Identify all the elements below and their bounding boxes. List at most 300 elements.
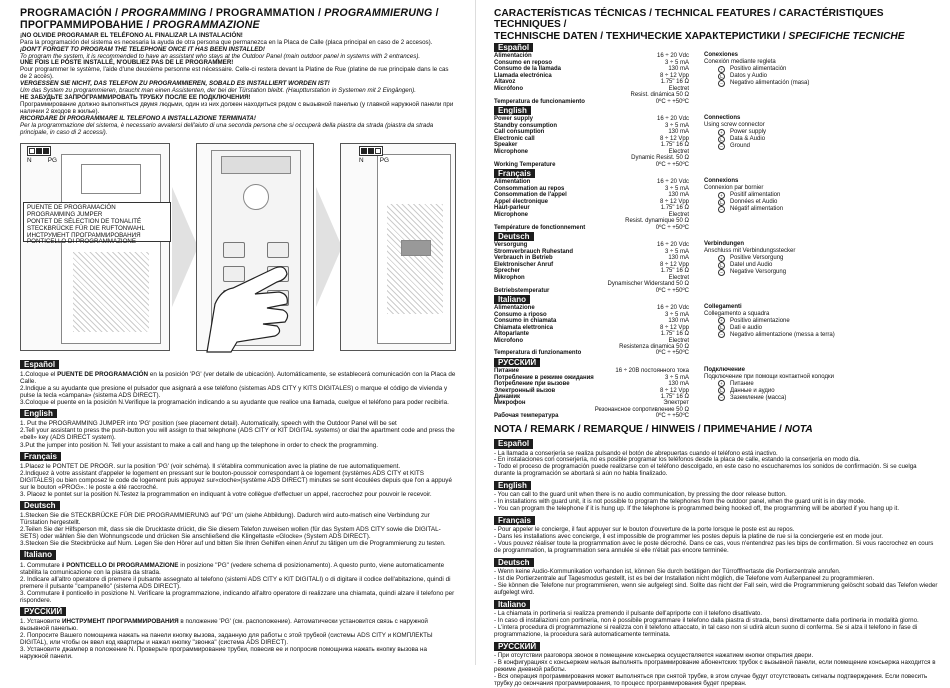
note-list	[494, 527, 938, 555]
language-tag: English	[494, 481, 531, 490]
connection-label: Negativo alimentación (masa)	[730, 79, 810, 86]
steps-list	[20, 512, 456, 547]
spec-label: Микрофон	[494, 400, 526, 407]
spec-label: Chiamata elettronica	[494, 324, 554, 331]
language-tag: English	[494, 106, 531, 115]
spec-value: 0ºC ÷ +50ºC	[655, 287, 689, 294]
spec-value: 16 ÷ 20 Vdc	[657, 53, 689, 60]
step-text: 2. Indicare all'altro operatore di premere il pulsante assegnato al telefono (sistemi ADS CITY e KIT DIGITALI) o di digitare il codice dell'abitazione, quindi di premere il pulsante "campanello" (sistema ADS DIRECT).	[20, 575, 451, 590]
step-text: 2.Indiquez à votre assistant d'appeler le logement en pressant sur le bouton-poussoir correspondant à ce logement (systèmes ADS CITY et KITS DIGITALES) ou bien composez le code de logement puis appuyez sur«cloche»(système ADS DIRECT) minutes se sont écoulées depuis que l'on a appuyé sur le bouton «PROG».: le poste a été raccroché.	[20, 469, 452, 491]
spec-label: Versorgung	[494, 242, 528, 249]
spec-value: 16 ÷ 20В постоянного тока	[615, 368, 689, 375]
note-item: - Pour appeler le concierge, il faut appuyer sur le bouton d'ouverture de la porte lorsque le poste est au repos.	[494, 526, 795, 534]
step-text: 1. Установите	[20, 618, 62, 626]
connection-label: Ground	[730, 142, 751, 149]
tech-block	[494, 232, 938, 294]
figure-telephone-open	[20, 143, 170, 351]
step-text: 3. Установите джампер в положение N. Проверьте программирование трубки, повесив ее и попросив помощника нажать кнопку вызова на наружной панели.	[20, 646, 428, 661]
spec-row	[494, 413, 689, 419]
step-text: 1. Put the PROGRAMMING JUMPER into 'PG' position (see placement detail). Automatically, speech with the Outdoor Panel will be set	[20, 420, 397, 428]
steps-list	[20, 420, 456, 448]
connection-row	[718, 136, 934, 143]
connections	[704, 304, 934, 338]
figure-telephone-closed	[340, 143, 456, 351]
spec-row	[494, 288, 689, 294]
terminal-icon: –	[718, 394, 725, 401]
step-text: 1. Commutare il	[20, 561, 67, 569]
intro-paragraph: Программирование должно выполняться двумя людьми, один из них должен находиться рядом с вызывной панелью (у главной наружной панели при наличии 2 входов в жилье).	[20, 101, 454, 116]
step-text: 2. Попросите Вашего помощника нажать на панели кнопку вызова, заданную для работы с этой трубкой (системы ADS CITY и КОМПЛЕКТЫ DIGITAL), или чтобы он ввел код квартиры и нажал кнопку "звонка" (система ADS DIRECT).	[20, 632, 433, 647]
spec-label: Alimentazione	[494, 305, 535, 312]
connection-row	[718, 199, 934, 206]
terminal-icon: +	[718, 129, 725, 136]
step-text: 2.Teilen Sie der Hilfsperson mit, dass sie die Drucktaste drückt, die Sie diesem Telefon zuweisen wollen (für das System ADS CITY sowie die DIGITAL-SETS) oder wählen Sie den Wohnungscode und drücken Sie anschließend die Klingeltaste «Glocke» (System ADS DIRECT).	[20, 526, 441, 541]
terminal-icon: L	[718, 73, 725, 80]
connection-row	[718, 66, 934, 73]
intro-paragraph: ¡NO OLVIDE PROGRAMAR EL TELÉFONO AL FINALIZAR LA INSTALACIÓN!	[20, 31, 243, 39]
step-item	[20, 590, 456, 604]
terminal-icon: +	[718, 380, 725, 387]
spec-label: Microphone	[494, 148, 528, 155]
tech-block	[494, 43, 938, 105]
note-item: - In installations with guard unit, it is not possible to program the telephones from the outdoor panel, when the guard unit is in day mode.	[494, 498, 866, 506]
step-text: 1.Coloque el	[20, 370, 58, 378]
spec-label: Потребление в режиме ожидания	[494, 374, 594, 381]
connections-subtitle: Connexion par bornier	[704, 184, 764, 191]
step-item	[20, 562, 456, 576]
spec-table	[494, 368, 689, 420]
spec-label: Динамик	[494, 394, 521, 401]
note-item: - Todo el proceso de programación puede realizarse con el teléfono descolgado, en este caso no escucharemos los sonidos de confirmación. Si se cuelga durante la programación se abortará si aún no habla finalizado.	[494, 463, 917, 478]
intro-paragraph: Para la programación del sistema es necesaria la ayuda de otra persona que permanezca en la Placa de Calle (placa principal en caso de 2 accesos).	[20, 38, 433, 46]
programming-page	[0, 0, 470, 665]
connections-title: Подключение	[704, 366, 745, 373]
installation-figure	[20, 143, 456, 351]
note-item: - Vous pouvez réaliser toute la programmation avec le poste décroché. Dans ce cas, vous n'entendrez pas les bips de confirmation. Si vous raccrochez en cours de programmation, la programmation sera annulée si elle n'était pas encore terminée.	[494, 540, 934, 555]
step-text: 2.Indique a su ayudante que presione el pulsador que asignará a ese teléfono (sistemas ADS CITY y KITS DIGITALES) o marque el código de vivienda y pulse la tecla «campana» (sistema ADS DIRECT).	[20, 385, 448, 400]
spec-value: 8 ÷ 12 Vpp	[660, 261, 689, 268]
tech-block	[494, 106, 938, 168]
step-text: in posizione "PG" (vedere schema di posizionamento). A questo punto, viene automaticamente stabilita la comunicazione con la piastra da strada.	[20, 561, 445, 576]
connection-label: Dati e audio	[730, 324, 763, 331]
spec-row	[494, 350, 689, 356]
step-emphasis: ИНСТРУМЕНТ ПРОГРАММИРОВАНИЯ	[61, 618, 179, 626]
spec-value: 8 ÷ 12 Vpp	[660, 387, 689, 394]
connection-label: Питание	[730, 380, 754, 387]
terminal-icon: L	[718, 324, 725, 331]
figure-outdoor-panel	[196, 143, 314, 351]
connections	[704, 178, 934, 212]
step-emphasis: PONTICELLO DI PROGRAMMAZIONE	[66, 561, 179, 569]
steps-list	[20, 618, 456, 660]
spec-value: Resist. dynamique 50 Ω	[625, 218, 689, 225]
connections-title: Connections	[704, 115, 741, 122]
spec-row	[494, 99, 689, 105]
tech-block	[494, 358, 938, 420]
step-item	[20, 399, 456, 406]
language-tag: РУССКИЙ	[494, 642, 540, 651]
terminal-icon: L	[718, 199, 725, 206]
note-item: - La chiamata in portineria si realizza premendo il pulsante dell'apriporte con il telefono disattivato.	[494, 610, 763, 618]
spec-label: Stromverbrauch Ruhestand	[494, 248, 574, 255]
spec-value: 130 mA	[668, 381, 689, 388]
connection-row	[718, 129, 934, 136]
language-tag: Français	[494, 516, 535, 525]
technical-specs	[494, 43, 938, 420]
connections-subtitle: Anschluss mit Verbindungsstecker	[704, 247, 796, 254]
connection-label: Datel und Audio	[730, 261, 773, 268]
language-tag: Deutsch	[20, 501, 60, 510]
spec-label: Elektronischer Anruf	[494, 261, 554, 268]
spec-label: Microphone	[494, 211, 528, 218]
spec-value: 0ºC ÷ +50ºC	[655, 161, 689, 168]
spec-value: Resist. dinámica 50 Ω	[630, 92, 689, 99]
step-item	[20, 427, 456, 441]
spec-label: Micrófono	[494, 85, 523, 92]
spec-value: 3 ÷ 5 mA	[665, 311, 689, 318]
intro-paragraph: Um das System zu programmieren, braucht man einen Assistenten, der bei der Türstation bleibt. (Hauptturstation in Systemen mit 2 Eingängen).	[20, 87, 416, 95]
steps-list	[20, 562, 456, 604]
connections	[704, 241, 934, 275]
step-text: 3. Placez le pontet sur la position N.Testez la programmation en indiquant à votre collègue d'effectuer un appel, raccrochez pour pouvoir le recevoir.	[20, 490, 432, 498]
connections-subtitle: Подключение при помощи контактной колодки	[704, 373, 834, 380]
spec-value: 130 mA	[668, 129, 689, 136]
spec-value: 16 ÷ 20 Vdc	[657, 242, 689, 249]
spec-label: Llamada electrónica	[494, 72, 552, 79]
tech-block	[494, 295, 938, 357]
notes-section	[494, 436, 938, 688]
notes-title: NOTA / REMARK / REMARQUE / HINWEIS / ПРИМЕЧАНИЕ / NOTA	[494, 423, 813, 435]
spec-value: 130 mA	[668, 255, 689, 262]
programming-steps	[20, 357, 456, 661]
connections	[704, 52, 934, 86]
intro-paragraph: UNE FOIS LE POSTE INSTALLÉ, N'OUBLIEZ PAS DE LE PROGRAMMER!	[20, 59, 234, 67]
jumper-diagram: N PG	[359, 146, 389, 164]
connection-row	[718, 206, 934, 213]
intro-paragraph: VERGESSEN SIE NICHT, DAS TELEFON ZU PROGRAMMIEREN, SOBALD ES INSTALLIERT WORDEN IST!	[20, 80, 330, 88]
spec-label: Microfono	[494, 337, 523, 344]
steps-list	[20, 371, 456, 406]
spec-value: 8 ÷ 12 Vpp	[660, 72, 689, 79]
spec-table	[494, 53, 689, 105]
step-text: 3.Coloque el puente en la posición N.Verifique la programación indicando a su ayudante que realice una llamada, cuelgue el teléfono para poder recibirla.	[20, 399, 449, 407]
connections-title: Verbindungen	[704, 241, 745, 248]
step-item	[20, 491, 456, 498]
connections-subtitle: Conexión mediante regleta	[704, 58, 776, 65]
connection-row	[718, 387, 934, 394]
spec-label: Working Temperature	[494, 161, 556, 168]
step-item	[20, 371, 456, 385]
spec-value: Электрет	[663, 400, 689, 407]
terminal-icon: –	[718, 80, 725, 87]
note-item: - Ist die Portierzentrale auf Tagesmodus gestellt, ist es bei der Installation nicht möglich, die Telefone vom Außenpaneel zu programmieren.	[494, 575, 875, 583]
technical-title: CARACTERÍSTICAS TÉCNICAS / TECHNICAL FEATURES / CARACTÉRISTIQUES TECHNIQUES / TECHNISCHE DATEN / ТЕХНИЧЕСКИЕ ХАРАКТЕРИСТИКИ / SPECIFICHE TECNICHE	[494, 8, 905, 42]
spec-value: Electret	[668, 274, 689, 281]
connection-label: Negative Versorgung	[730, 268, 787, 275]
spec-value: 1.75" 16 Ω	[660, 142, 689, 149]
spec-label: Standby consumption	[494, 122, 557, 129]
language-tag: Italiano	[494, 295, 530, 304]
spec-row	[494, 162, 689, 168]
note-item: - Wenn keine Audio-Kommunikation vorhanden ist, können Sie durch betätigen der Türrofffnertaste die Portierzentrale anrufen.	[494, 568, 841, 576]
spec-value: Electret	[668, 148, 689, 155]
step-item	[20, 512, 456, 526]
spec-value: Electret	[668, 85, 689, 92]
spec-label: Consommation de l'appel	[494, 192, 567, 199]
connection-label: Positivo alimentación	[730, 65, 787, 72]
connection-label: Datos y Audio	[730, 72, 768, 79]
language-tag: Español	[494, 43, 533, 52]
connection-row	[718, 331, 934, 338]
terminal-icon: L	[718, 136, 725, 143]
spec-label: Consommation au repos	[494, 185, 565, 192]
spec-value: 130 mA	[668, 66, 689, 73]
technical-page	[480, 0, 950, 687]
language-tag: English	[20, 409, 57, 418]
terminal-icon: +	[718, 255, 725, 262]
spec-value: 0ºC ÷ +50ºC	[655, 224, 689, 231]
connection-label: Positive Versorgung	[730, 254, 784, 261]
connection-row	[718, 192, 934, 199]
spec-label: Temperatura de funcionamiento	[494, 98, 585, 105]
step-item	[20, 420, 456, 427]
spec-value: 130 mA	[668, 318, 689, 325]
spec-value: 16 ÷ 20 Vdc	[657, 305, 689, 312]
spec-value: Resistenza dinamica 50 Ω	[619, 344, 689, 351]
terminal-icon: +	[718, 317, 725, 324]
language-tag: Italiano	[20, 550, 56, 559]
step-item	[20, 540, 456, 547]
terminal-icon: –	[718, 331, 725, 338]
step-text: 1.Stecken Sie die STECKBRÜCKE FÜR DIE PROGRAMMIERUNG auf 'PG' um (siehe Abbildung). Dadurch wird auto-matisch eine Verbindung zur Türstation hergestellt.	[20, 512, 430, 527]
connection-row	[718, 255, 934, 262]
language-tag: Deutsch	[494, 558, 534, 567]
connections-title: Connexions	[704, 178, 739, 185]
connection-row	[718, 143, 934, 150]
spec-value: 3 ÷ 5 mA	[665, 59, 689, 66]
spec-label: Speaker	[494, 142, 518, 149]
connection-row	[718, 317, 934, 324]
connection-row	[718, 324, 934, 331]
step-item	[20, 526, 456, 540]
connection-label: Positivo alimentazione	[730, 317, 790, 324]
language-tag: Italiano	[494, 600, 530, 609]
page-divider	[475, 0, 476, 665]
step-item	[20, 632, 456, 646]
step-text: в положение 'PG' (см. расположение). Автоматически установится связь с наружной вызывной панелью.	[20, 618, 428, 633]
spec-label: Call consumption	[494, 129, 545, 136]
spec-value: 16 ÷ 20 Vdc	[657, 116, 689, 123]
spec-table	[494, 242, 689, 294]
spec-label: Temperatura di funzionamento	[494, 350, 582, 357]
connection-label: Power supply	[730, 128, 767, 135]
spec-label: Betriebstemperatur	[494, 287, 550, 294]
spec-label: Température de fonctionnement	[494, 224, 586, 231]
terminal-icon: L	[718, 262, 725, 269]
spec-label: Потребление при вызове	[494, 381, 570, 388]
steps-list	[20, 463, 456, 498]
spec-label: Appel électronique	[494, 198, 549, 205]
language-tag: Français	[20, 452, 61, 461]
spec-label: Power supply	[494, 116, 534, 123]
spec-value: 8 ÷ 12 Vpp	[660, 324, 689, 331]
spec-value: Electret	[668, 337, 689, 344]
intro-paragraph: Pour programmer le système, l'aide d'une deuxième personne est nécessaire. Celle-ci restera devant la Platine de Rue (platine de rue principale dans le cas de 2 accès).	[20, 66, 449, 81]
connections	[704, 115, 934, 149]
spec-table	[494, 179, 689, 231]
spec-value: 0ºC ÷ +50ºC	[655, 413, 689, 420]
note-list	[494, 451, 938, 479]
spec-table	[494, 305, 689, 357]
spec-label: Consumo a riposo	[494, 311, 547, 318]
spec-value: 16 ÷ 20 Vdc	[657, 179, 689, 186]
terminal-icon: L	[718, 387, 725, 394]
spec-value: 8 ÷ 12 Vpp	[660, 198, 689, 205]
step-emphasis: PUENTE DE PROGRAMACIÓN	[57, 370, 149, 378]
spec-label: Haut-parleur	[494, 205, 530, 212]
spec-value: 1.75" 16 Ω	[660, 205, 689, 212]
note-item: - En instalaciones con conserjería, no es posible programar los teléfonos desde la placa de calle, estando la conserjería en modo día.	[494, 456, 861, 464]
spec-value: 130 mA	[668, 192, 689, 199]
spec-value: 1.75" 16 Ω	[660, 268, 689, 275]
intro-paragraph: Per la programmazione del sistema, è necessario avvalersi dell'aiuto di una seconda persona che si occuperà della piastra da strada (piastra da strada principale, in caso di 2 accessi).	[20, 121, 434, 136]
connection-row	[718, 269, 934, 276]
programming-title: PROGRAMACIÓN / PROGRAMMING / PROGRAMMATION / PROGRAMMIERUNG / ПРОГРАММИРОВАНИЕ / PROGRAMMAZIONE	[20, 7, 439, 31]
step-item	[20, 646, 456, 660]
spec-row	[494, 225, 689, 231]
note-item: - Sie können die Telefone nur programmieren, wenn sie aufgelegt sind. Sollte das nicht der Fall sein, wird die Programmierung gelöscht sobald das Telefon wieder aufgelegt wird.	[494, 582, 938, 597]
intro-paragraph: To program the system, it is recommended to have an assistant who stays at the Outdoor Panel (main outdoor panel in systems with 2 entrances).	[20, 52, 421, 60]
terminal-icon: –	[718, 269, 725, 276]
spec-value: 8 ÷ 12 Vpp	[660, 135, 689, 142]
connection-label: Данные и аудио	[730, 387, 775, 394]
spec-value: Dynamischer Widerstand 50 Ω	[607, 281, 689, 288]
note-item: - You can call to the guard unit when there is no audio communication, by pressing the door release button.	[494, 491, 787, 499]
spec-label: Electronic call	[494, 135, 535, 142]
spec-label: Sprecher	[494, 268, 521, 275]
jumper-callout: PUENTE DE PROGRAMACIÓN PROGRAMMING JUMPER PONTET DE SÉLECTION DE TONALITÉ STECKBRÜCKE FÜR DIE RUFTONWAHL ИНСТРУМЕНТ ПРОГРАММИРОВАНИЯ PONTICELLO DI PROGRAMMAZIONE	[23, 202, 171, 242]
tech-block	[494, 169, 938, 231]
connections-title: Collegamenti	[704, 304, 742, 311]
arrow-icon	[172, 187, 198, 307]
spec-label: Alimentation	[494, 179, 531, 186]
spec-label: Altoparlante	[494, 331, 530, 338]
step-text: 3. Commutare il ponticello in posizione N. Verificare la programmazione, indicando all'altro operatore di realizzare una chiamata, quindi alzare il telefono per rispondere.	[20, 589, 455, 604]
spec-label: Consumo en reposo	[494, 59, 553, 66]
note-item: - При отсутствии разговора звонок в помещение консьержа осуществляется нажатием кнопки открытия двери.	[494, 652, 814, 660]
spec-label: Рабочая температура	[494, 413, 559, 420]
spec-table	[494, 116, 689, 168]
step-item	[20, 442, 456, 449]
note-item: - В конфигурациях с консьержем нельзя выполнять программирование абонентских трубок с вызывной панели, если помещение консьержа находится в режиме дневной работы.	[494, 659, 936, 674]
connection-label: Données et Audio	[730, 198, 778, 205]
step-text: 1.Placez le PONTET DE PROGR. sur la position 'PG' (voir schéma). Il s'établira communication avec la platine de rue automatiquement.	[20, 462, 401, 470]
intro-paragraph: RICORDARE DI PROGRAMMARE IL TELEFONO A INSTALLAZIONE TERMINATA!	[20, 114, 256, 122]
connection-row	[718, 380, 934, 387]
connection-label: Positif alimentation	[730, 191, 781, 198]
note-item: - Dans les installations avec concierge, il est impossible de programmer les postes depuis la platine de rue si la conciergerie est en mode jour.	[494, 533, 883, 541]
spec-value: Резонансное сопротивление 50 Ω	[594, 406, 689, 413]
step-text: 2.Tell your assistant to press the push-button you will assign to that telephone (ADS CITY or KIT DIGITAL systems) or dial the apartment code and press the «bell» key (ADS DIRECT system).	[20, 427, 455, 442]
step-item	[20, 470, 456, 491]
pressing-hand-icon	[197, 234, 307, 352]
note-item: - You can program the telephone if it is hung up. If the telephone is programmed being hooked off, the programming will be aborted if you hang up it.	[494, 505, 900, 513]
intro-text	[20, 33, 456, 137]
connections-title: Conexiones	[704, 52, 739, 59]
intro-paragraph: НЕ ЗАБУДЬТЕ ЗАПРОГРАММИРОВАТЬ ТРУБКУ ПОСЛЕ ЕЕ ПОДКЛЮЧЕНИЯ!	[20, 94, 251, 102]
spec-value: 3 ÷ 5 mA	[665, 122, 689, 129]
language-tag: РУССКИЙ	[494, 358, 540, 367]
connection-row	[718, 262, 934, 269]
terminal-icon: –	[718, 143, 725, 150]
note-list	[494, 653, 938, 688]
spec-value: 3 ÷ 5 mA	[665, 185, 689, 192]
step-item	[20, 618, 456, 632]
arrow-icon	[316, 187, 342, 307]
spec-label: Consumo de la llamada	[494, 66, 562, 73]
spec-label: Alimentación	[494, 53, 532, 60]
connections-subtitle: Using screw connector	[704, 121, 765, 128]
note-list	[494, 569, 938, 597]
spec-label: Электронный вызов	[494, 387, 556, 394]
connections	[704, 367, 934, 401]
step-item	[20, 463, 456, 470]
connection-label: Заземление (масса)	[730, 394, 787, 401]
intro-paragraph: ¡DON'T FORGET TO PROGRAM THE TELEPHONE ONCE IT HAS BEEN INSTALLED!	[20, 45, 265, 53]
connection-label: Data & Audio	[730, 135, 766, 142]
connection-row	[718, 394, 934, 401]
language-tag: Español	[494, 439, 533, 448]
connection-row	[718, 73, 934, 80]
language-tag: Deutsch	[494, 232, 534, 241]
spec-value: 3 ÷ 5 mA	[665, 374, 689, 381]
note-item: - In caso di installazioni con portineria, non è possibile programmare il telefono dalla piastra di strada, bensì direttamente dalla portineria in modalità giorno.	[494, 617, 919, 625]
step-text: 3.Stecken Sie die Steckbrücke auf Num. Legen Sie den Hörer auf und bitten Sie Ihren Gehilfen einen Anruf zu tätigen um die Programmierung zu testen.	[20, 540, 446, 548]
spec-label: Mikrophon	[494, 274, 525, 281]
connection-row	[718, 80, 934, 87]
step-item	[20, 576, 456, 590]
note-item: - La llamada a conserjería se realiza pulsando el botón de abrepuertas cuando el teléfono está inactivo.	[494, 449, 778, 457]
spec-value: 1.75" 16 Ω	[660, 79, 689, 86]
note-list	[494, 492, 938, 513]
language-tag: Français	[494, 169, 535, 178]
spec-label: Consumo in chiamata	[494, 318, 557, 325]
note-item: - Вся операция программирования может выполняться при снятой трубке, в этом случае будут отсутствовать сигналы подтверждения. Если повесить трубку до окончания программирования, то процесс программирования будет прерван.	[494, 673, 928, 687]
step-text: 3.Put the jumper into position N. Tell your assistant to make a call and hang up the telephone in order to check the programming.	[20, 441, 378, 449]
connection-label: Negativo alimentazione (messa a terra)	[730, 331, 835, 338]
spec-value: 3 ÷ 5 mA	[665, 248, 689, 255]
note-list	[494, 611, 938, 639]
spec-value: 0ºC ÷ +50ºC	[655, 98, 689, 105]
spec-value: 0ºC ÷ +50ºC	[655, 350, 689, 357]
spec-label: Altavoz	[494, 79, 516, 86]
spec-value: 1.75" 16 Ω	[660, 394, 689, 401]
note-item: - L'intera procedura di programmazione si realizza con il telefono attaccato, in tal caso non si udirà alcun suono di conferma. Se si alza il telefono in fase di programmazione, la procedura sarà automaticamente terminata.	[494, 624, 918, 639]
spec-label: Питание	[494, 368, 519, 375]
connections-subtitle: Collegamento a squadra	[704, 310, 770, 317]
connection-label: Négatif alimentation	[730, 205, 784, 212]
language-tag: РУССКИЙ	[20, 607, 66, 616]
step-item	[20, 385, 456, 399]
spec-value: 1.75" 16 Ω	[660, 331, 689, 338]
language-tag: Español	[20, 360, 59, 369]
spec-value: Dynamic Resist. 50 Ω	[631, 155, 689, 162]
jumper-diagram: N PG	[27, 146, 57, 164]
terminal-icon: –	[718, 206, 725, 213]
terminal-icon: +	[718, 66, 725, 73]
spec-value: Electret	[668, 211, 689, 218]
spec-label: Verbrauch in Betrieb	[494, 255, 553, 262]
